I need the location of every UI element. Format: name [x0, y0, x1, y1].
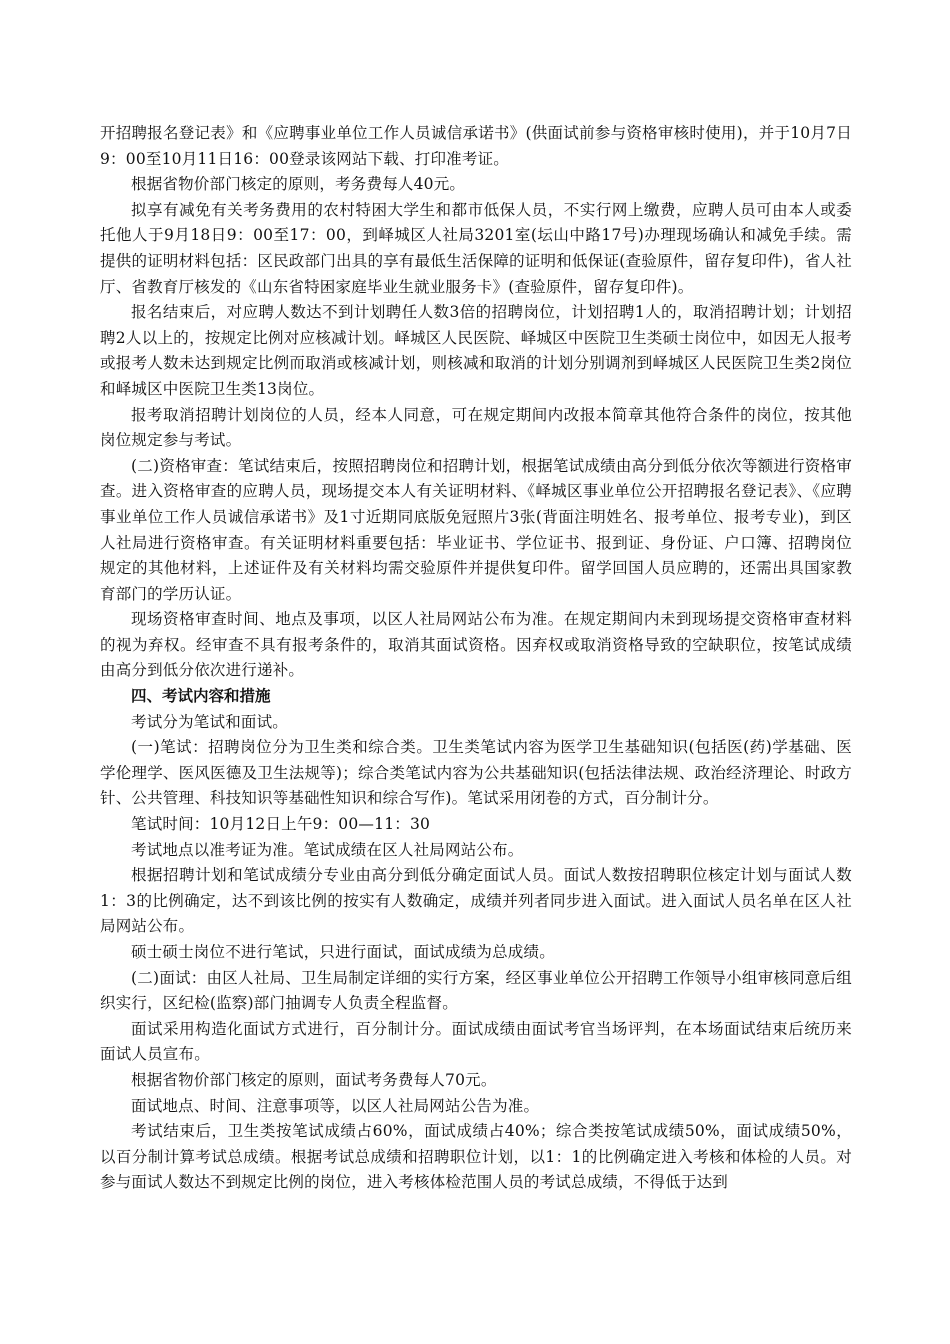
paragraph-written-time: 笔试时间：10月12日上午9：00—11：30 — [131, 815, 431, 834]
paragraph-written-exam: (一)笔试：招聘岗位分为卫生类和综合类。卫生类笔试内容为医学卫生基础知识(包括医(药)学基础、医学伦理学、医风医德及卫生法规等)；综合类笔试内容为公共基础知识(包括法律法规、政治经济理论、时政方针、公共管理、科技知识等基础性知识和综合写作)。笔试采用闭卷的方式，百分制计分。 — [100, 738, 852, 808]
paragraph-review-details: 现场资格审查时间、地点及事项，以区人社局网站公布为准。在规定期间内未到现场提交资格审查材料的视为弃权。经审查不具有报考条件的，取消其面试资格。因弃权或取消资格导致的空缺职位，按笔试成绩由高分到低分依次进行递补。 — [100, 610, 852, 680]
paragraph-interview-selection: 根据招聘计划和笔试成绩分专业由高分到低分确定面试人员。面试人数按招聘职位核定计划与面试人数1：3的比例确定，达不到该比例的按实有人数确定，成绩并列者同步进入面试。进入面试人员名单在区人社局网站公布。 — [100, 866, 852, 936]
paragraph-masters-posts: 硕士硕士岗位不进行笔试，只进行面试，面试成绩为总成绩。 — [131, 943, 555, 961]
paragraph-registration-continued: 开招聘报名登记表》和《应聘事业单位工作人员诚信承诺书》(供面试前参与资格审核时使用)，并于10月7日9：00至10月11日16：00登录该网站下载、打印准考证。 — [100, 124, 852, 168]
paragraph-reapply: 报考取消招聘计划岗位的人员，经本人同意，可在规定期间内改报本简章其他符合条件的岗位，按其他岗位规定参与考试。 — [100, 405, 852, 450]
paragraph-fee-exemption: 拟享有减免有关考务费用的农村特困大学生和都市低保人员，不实行网上缴费，应聘人员可由本人或委托他人于9月18日9：00至17：00，到峄城区人社局3201室(坛山中路17号)办理现场确认和减免手续。需提供的证明材料包括：区民政部门出具的享有最低生活保障的证明和低保证(查验原件，留存复印件)，省人社厅、省教育厅核发的《山东省特困家庭毕业生就业服务卡》(查验原件，留存复印件)。 — [100, 200, 852, 296]
paragraph-interview-notice: 面试地点、时间、注意事项等，以区人社局网站公告为准。 — [131, 1096, 540, 1115]
section-heading: 四、考试内容和措施 — [131, 687, 271, 706]
paragraph-interview-fee: 根据省物价部门核定的原则，面试考务费每人70元。 — [131, 1070, 497, 1089]
paragraph-qualification-review: (二)资格审查：笔试结束后，按照招聘岗位和招聘计划，根据笔试成绩由高分到低分依次等额进行资格审查。进入资格审查的应聘人员，现场提交本人有关证明材料、《峄城区事业单位公开招聘报名登记表》、《应聘事业单位工作人员诚信承诺书》及1寸近期同底版免冠照片3张(背面注明姓名、报考单位、报考专业)，到区人社局进行资格审查。有关证明材料重要包括：毕业证书、学位证书、报到证、身份证、户口簿、招聘岗位规定的其他材料，上述证件及有关材料均需交验原件并提供复印件。留学回国人员应聘的，还需出具国家教育部门的学历认证。 — [100, 456, 852, 603]
paragraph-exam-types: 考试分为笔试和面试。 — [131, 712, 289, 731]
paragraph-interview-format: 面试采用构造化面试方式进行，百分制计分。面试成绩由面试考官当场评判，在本场面试结束后统历来面试人员宣布。 — [100, 1019, 852, 1064]
paragraph-interview: (二)面试：由区人社局、卫生局制定详细的实行方案，经区事业单位公开招聘工作领导小组审核同意后组织实行，区纪检(监察)部门抽调专人负责全程监督。 — [100, 968, 852, 1013]
paragraph-total-score: 考试结束后，卫生类按笔试成绩占60%，面试成绩占40%；综合类按笔试成绩50%，面试成绩50%，以百分制计算考试总成绩。根据考试总成绩和招聘职位计划，以1：1的比例确定进入考核和体检的人员。对参与面试人数达不到规定比例的岗位，进入考核体检范围人员的考试总成绩，不得低于达到 — [100, 1122, 852, 1192]
paragraph-plan-reduction: 报名结束后，对应聘人数达不到计划聘任人数3倍的招聘岗位，计划招聘1人的，取消招聘计划；计划招聘2人以上的，按规定比例对应核减计划。峄城区人民医院、峄城区中医院卫生类硕士岗位中，如因无人报考或报考人数未达到规定比例而取消或核减计划，则核减和取消的计划分别调剂到峄城区人民医院卫生类2岗位和峄城区中医院卫生类13岗位。 — [100, 303, 852, 398]
paragraph-exam-fee: 根据省物价部门核定的原则，考务费每人40元。 — [131, 175, 466, 194]
document-page — [100, 121, 852, 1196]
paragraph-written-location: 考试地点以准考证为准。笔试成绩在区人社局网站公布。 — [131, 840, 524, 859]
